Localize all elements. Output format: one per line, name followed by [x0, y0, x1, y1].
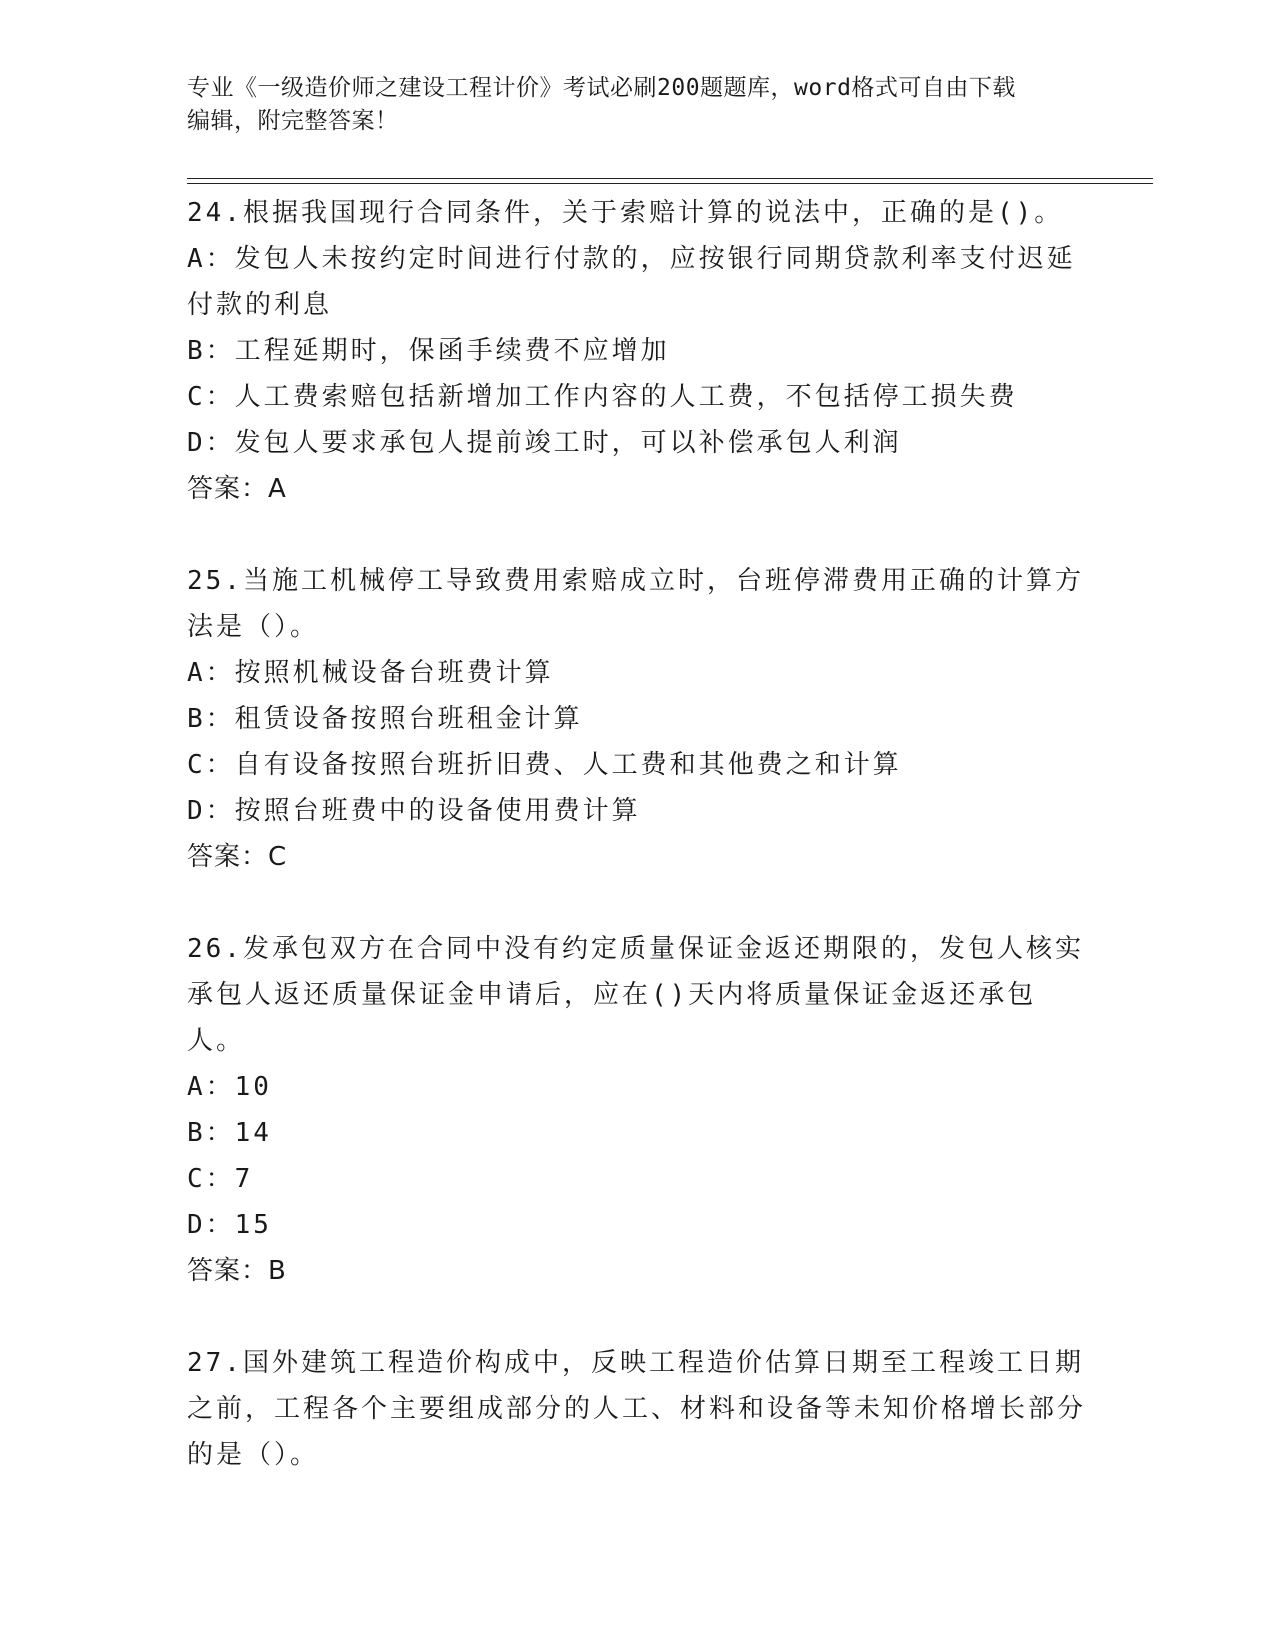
option-d: D：按照台班费中的设备使用费计算: [187, 796, 641, 826]
answer: 答案：C: [187, 842, 288, 872]
option-c: C：7: [187, 1164, 254, 1194]
header-line-2: 编辑，附完整答案！: [187, 108, 399, 134]
question-text: 24.根据我国现行合同条件，关于索赔计算的说法中，正确的是()。: [187, 198, 1064, 228]
option-a: A：按照机械设备台班费计算: [187, 658, 554, 688]
option-b: B：租赁设备按照台班租金计算: [187, 704, 583, 734]
option-a: A：发包人未按约定时间进行付款的，应按银行同期贷款利率支付迟延付款的利息: [187, 244, 1076, 320]
header-line-1: 专业《一级造价师之建设工程计价》考试必刷200题题库，word格式可自由下载: [187, 75, 1016, 101]
document-header: [187, 72, 1087, 138]
header-divider-bottom: [187, 183, 1153, 184]
header-divider-top: [187, 178, 1153, 179]
option-d: D：发包人要求承包人提前竣工时，可以补偿承包人利润: [187, 428, 902, 458]
option-c: C：人工费索赔包括新增加工作内容的人工费，不包括停工损失费: [187, 382, 1018, 412]
question-text: 26.发承包双方在合同中没有约定质量保证金返还期限的，发包人核实承包人返还质量保证金申请后，应在()天内将质量保证金返还承包人。: [187, 934, 1084, 1056]
option-c: C：自有设备按照台班折旧费、人工费和其他费之和计算: [187, 750, 902, 780]
answer: 答案：A: [187, 474, 287, 504]
question-26: [187, 926, 1087, 1294]
question-list: [187, 190, 1087, 1478]
option-a: A：10: [187, 1072, 272, 1102]
question-25: [187, 558, 1087, 880]
option-b: B：14: [187, 1118, 272, 1148]
question-24: [187, 190, 1087, 512]
question-27: [187, 1340, 1087, 1478]
answer: 答案：B: [187, 1256, 287, 1286]
option-d: D：15: [187, 1210, 272, 1240]
question-text: 27.国外建筑工程造价构成中，反映工程造价估算日期至工程竣工日期之前，工程各个主要组成部分的人工、材料和设备等未知价格增长部分的是（）。: [187, 1348, 1087, 1470]
question-text: 25.当施工机械停工导致费用索赔成立时，台班停滞费用正确的计算方法是（）。: [187, 566, 1084, 642]
option-b: B：工程延期时，保函手续费不应增加: [187, 336, 670, 366]
